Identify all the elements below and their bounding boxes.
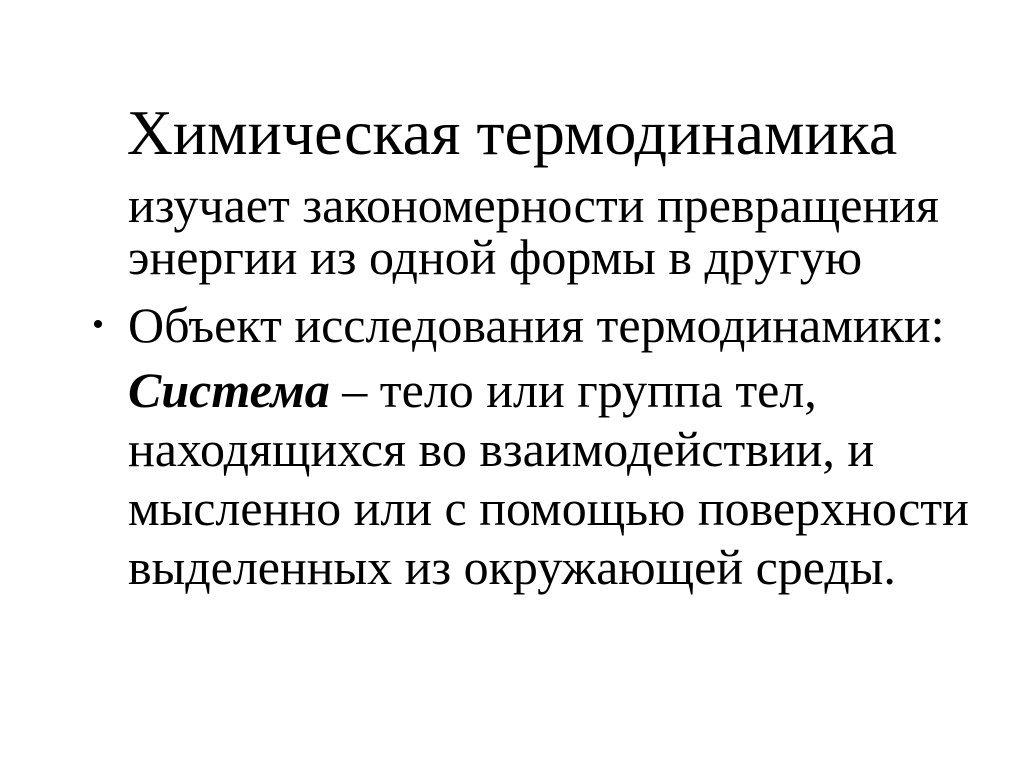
intro-line-1: изучает закономерности превращения xyxy=(128,177,939,233)
bullet-marker-icon: • xyxy=(92,308,104,341)
definition-line-1-rest: – тело или группа тел, xyxy=(329,362,817,418)
bullet-item-text: Объект исследования термодинамики: xyxy=(128,297,945,353)
definition-line-4: выделенных из окружающей среды. xyxy=(128,539,896,595)
slide-body xyxy=(0,179,1024,597)
intro-paragraph xyxy=(128,179,1004,283)
bullet-item xyxy=(92,297,1004,353)
slide-title: Химическая термодинамика xyxy=(126,97,898,168)
definition-term: Система xyxy=(128,362,330,418)
intro-line-2: энергии из одной формы в другую xyxy=(128,229,863,285)
definition-line-1 xyxy=(128,361,1004,420)
definition-paragraph xyxy=(128,361,1004,597)
definition-line-3: мысленно или с помощью поверхности xyxy=(128,480,969,536)
definition-line-2: находящихся во взаимодействии, и xyxy=(128,421,875,477)
